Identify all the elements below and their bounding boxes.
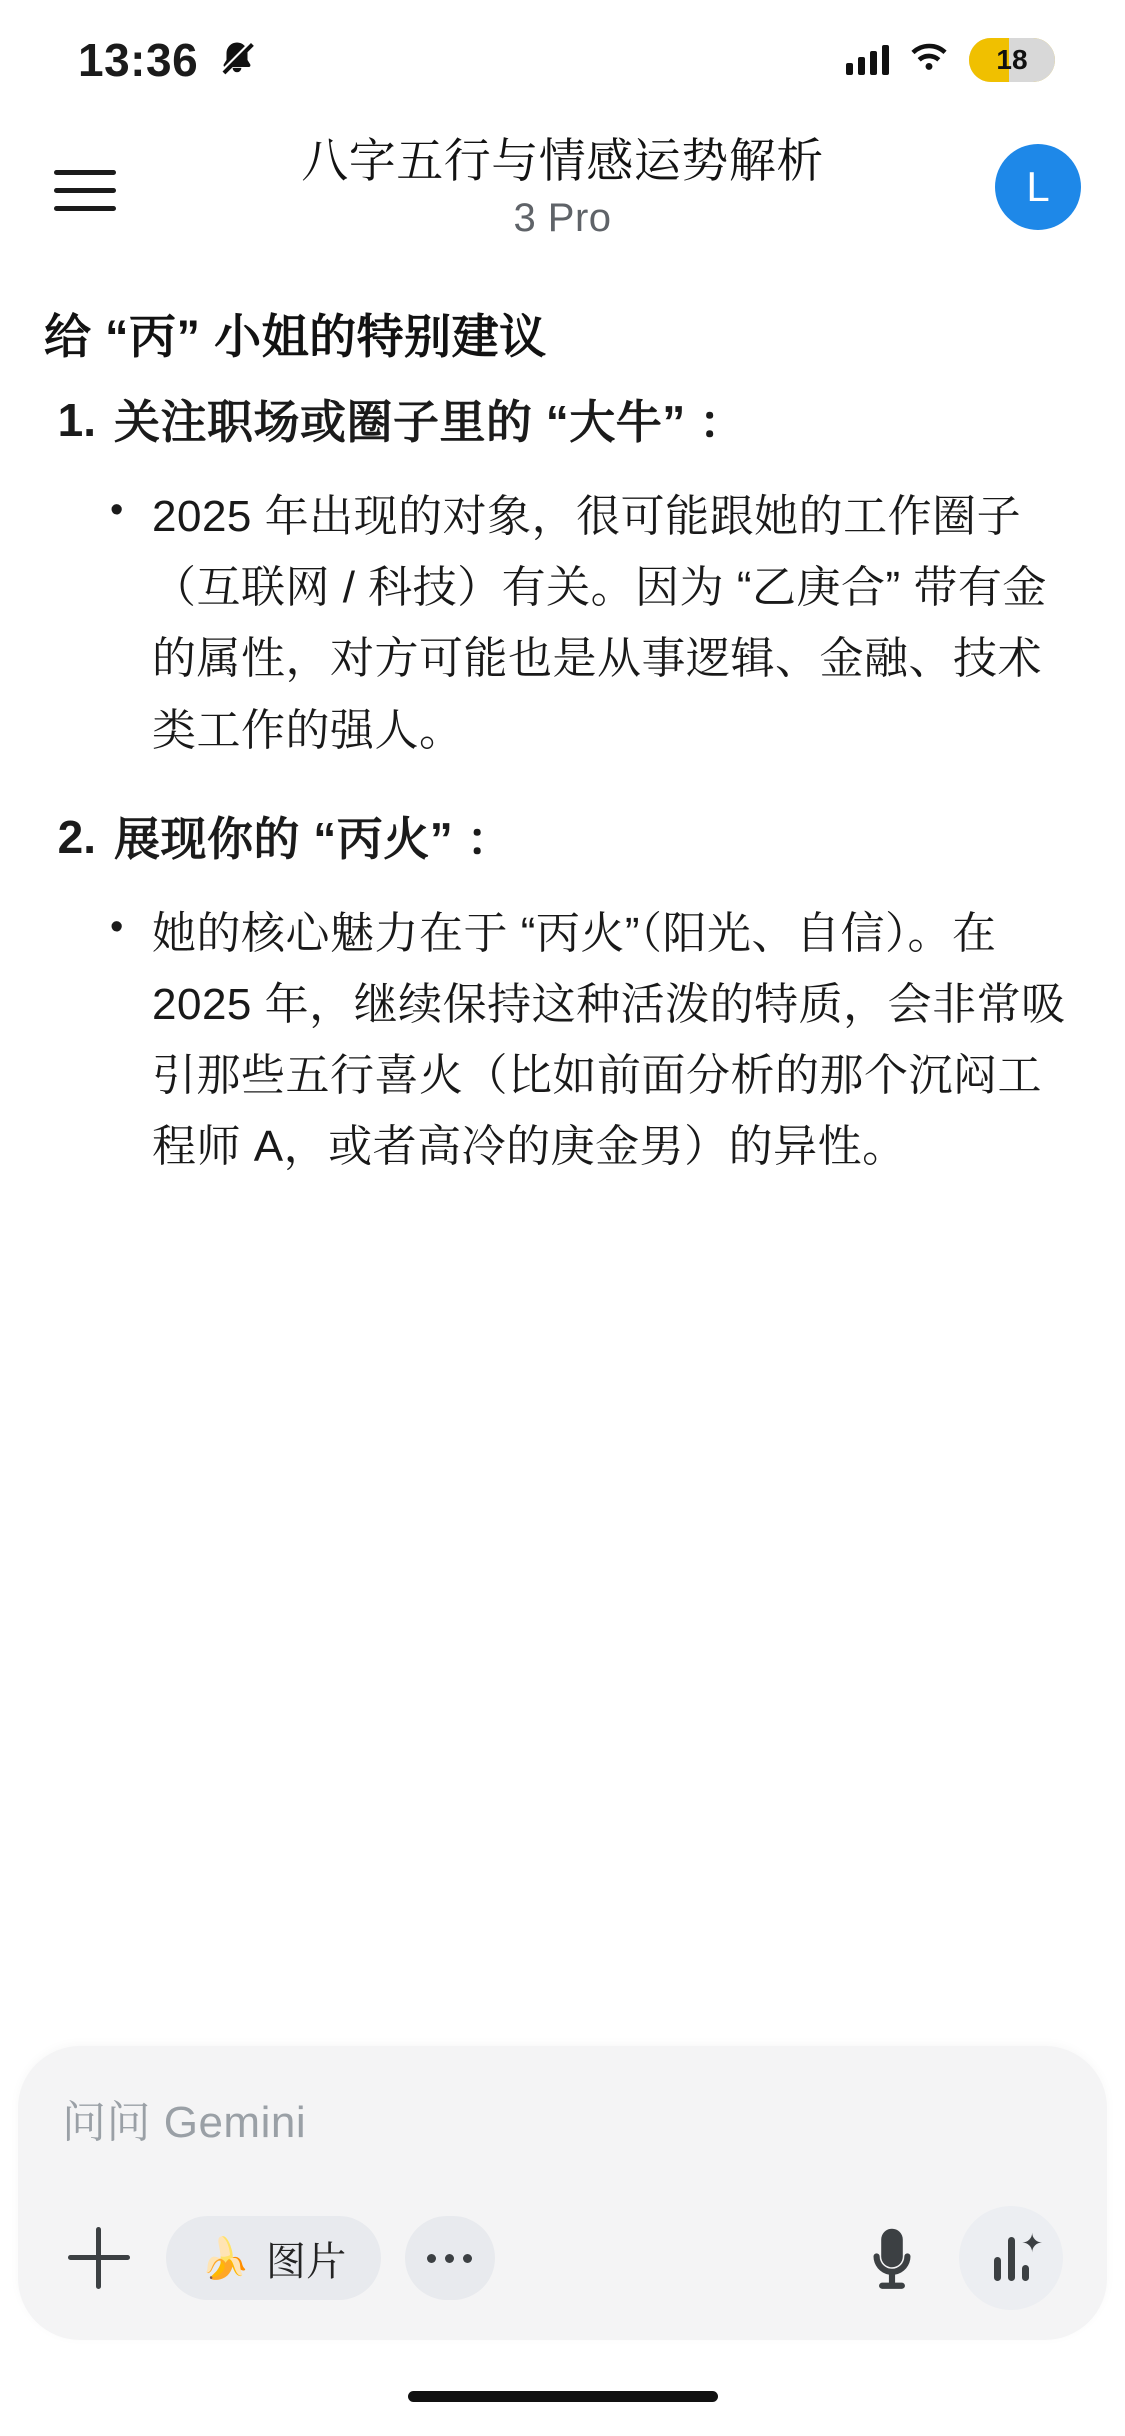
hamburger-menu-icon[interactable]	[48, 153, 122, 227]
status-bar-right	[846, 36, 1055, 85]
list-item	[44, 481, 1081, 766]
section-heading: 给 “丙” 小姐的特别建议	[44, 310, 547, 363]
bullet-dot-icon: •	[110, 488, 124, 531]
app-header	[0, 120, 1125, 260]
page-title: 八字五行与情感运势解析	[301, 134, 824, 187]
list-item-heading: 展现你的 “丙火” ：	[114, 812, 514, 865]
status-bar	[0, 0, 1125, 120]
list-item-number: 1.	[57, 394, 96, 446]
avatar[interactable]	[995, 144, 1081, 230]
bullet-text: 她的核心魅力在于 “丙火”（阳光、自信）。在 2025 年，继续保持这种活泼的特质，会非常吸引那些五行喜火（比如前面分析的那个沉闷工程师 A，或者高冷的庚金男）的异性。	[152, 908, 1066, 1172]
more-options-icon[interactable]	[405, 2216, 495, 2300]
image-chip-label: 图片	[265, 2239, 347, 2284]
banana-icon: 🍌	[200, 2236, 250, 2281]
list-item	[44, 810, 1081, 870]
home-indicator	[408, 2391, 718, 2402]
bullet-dot-icon: •	[110, 905, 124, 948]
composer-bar	[18, 2046, 1107, 2340]
sub-bullet-list	[44, 481, 1081, 766]
wifi-icon	[907, 36, 951, 85]
header-title-block	[0, 134, 1125, 241]
list-item	[44, 393, 1081, 453]
microphone-icon[interactable]	[853, 2219, 931, 2297]
list-item	[44, 898, 1081, 1183]
sub-bullet-list	[44, 898, 1081, 1183]
battery-level-label: 18	[996, 44, 1028, 75]
cellular-signal-icon	[846, 45, 889, 75]
advice-list	[44, 393, 1081, 1183]
answer-content	[0, 260, 1125, 1300]
status-clock: 13:36	[78, 34, 199, 86]
status-bar-left	[78, 33, 258, 87]
composer-actions	[62, 2206, 1063, 2310]
prompt-input[interactable]: 问问 Gemini	[62, 2098, 307, 2147]
bullet-text: 2025 年出现的对象，很可能跟她的工作圈子（互联网 / 科技）有关。因为 “乙庚合” 带有金的属性，对方可能也是从事逻辑、金融、技术类工作的强人。	[152, 491, 1047, 755]
sparkle-icon: ✦	[1021, 2228, 1043, 2258]
battery-indicator	[969, 38, 1055, 82]
list-item-number: 2.	[57, 810, 96, 863]
audio-waveform-sparkle-icon[interactable]	[959, 2206, 1063, 2310]
plus-icon[interactable]	[62, 2221, 136, 2295]
bell-off-icon	[216, 39, 258, 81]
model-subtitle: 3 Pro	[513, 196, 612, 241]
avatar-initial: L	[1026, 163, 1050, 210]
list-item-heading: 关注职场或圈子里的 “大牛” ：	[114, 396, 746, 448]
image-chip-button[interactable]	[166, 2216, 381, 2300]
